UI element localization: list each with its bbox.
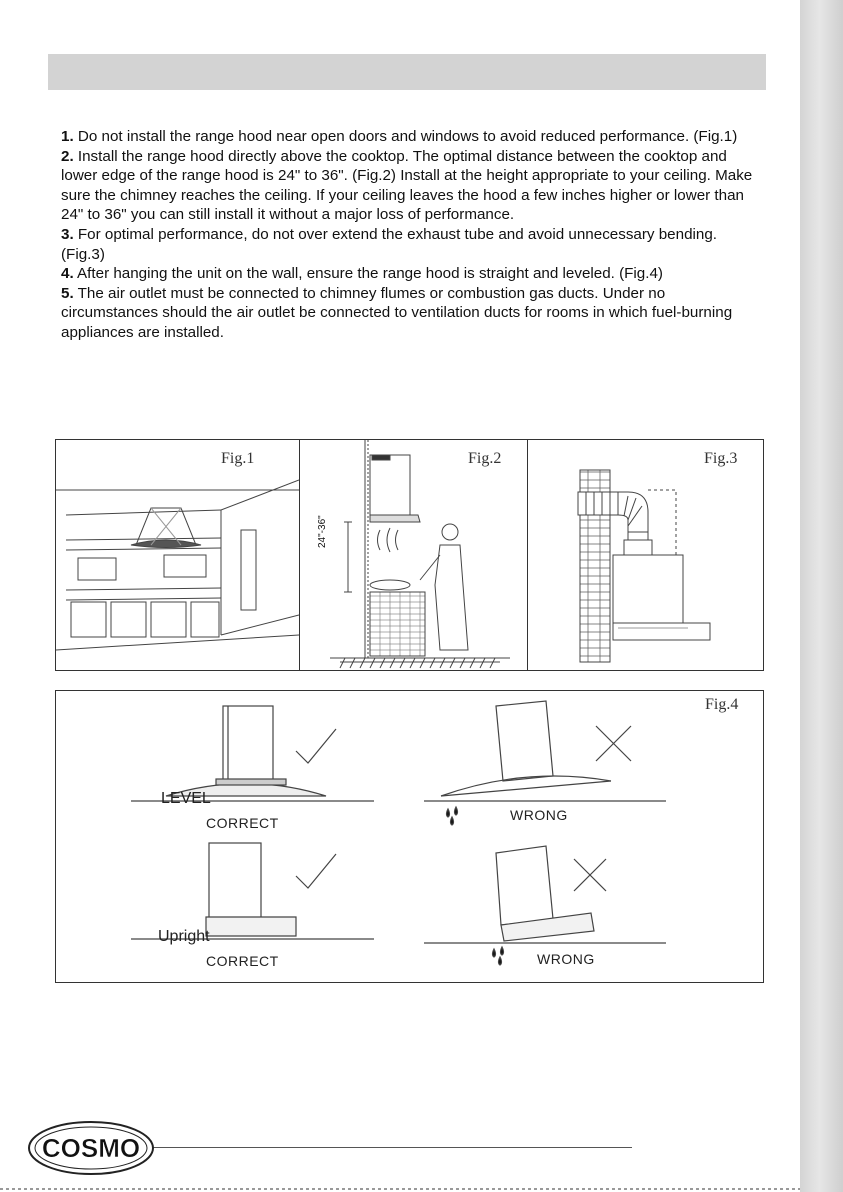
figure-3 <box>527 440 766 670</box>
wrong-caption: WRONG <box>537 951 595 967</box>
instruction-text: Install the range hood directly above the cooktop. The optimal distance between the cooktop and lower edge of the range hood is 24" to 36". (Fig.2) Install at the height appropriate to your ceiling. Make sure the chimney reaches the ceiling. If your ceiling leaves the hood a few inches higher or lower than 24" to 36" you can still install it without a major loss of performance. <box>61 147 753 224</box>
correct-caption: CORRECT <box>206 815 279 831</box>
instruction-5 <box>61 284 761 343</box>
cooktop-height-illustration <box>300 440 528 670</box>
wrong-caption: WRONG <box>510 807 568 823</box>
figure-2-label: Fig.2 <box>468 450 502 467</box>
level-label: LEVEL <box>161 790 211 807</box>
instruction-number: 2. <box>61 147 74 165</box>
instruction-2 <box>61 147 761 225</box>
instruction-text: The air outlet must be connected to chimney flumes or combustion gas ducts. Under no circumstances should the air outlet be connected to ventilation ducts for rooms in which fuel-burning appliances are installed. <box>61 284 733 341</box>
installation-instructions <box>61 127 761 343</box>
instruction-number: 1. <box>61 128 74 145</box>
instruction-text: Do not install the range hood near open doors and windows to avoid reduced performance. (Fig.1) <box>73 128 738 145</box>
logo-text: COSMO <box>41 1133 141 1163</box>
figure-2 <box>299 440 528 670</box>
exhaust-duct-illustration <box>528 440 766 670</box>
figure-1-label: Fig.1 <box>221 450 255 467</box>
instruction-number: 5. <box>61 284 74 302</box>
bottom-edge-dots <box>0 1188 800 1190</box>
figure-4 <box>55 690 764 983</box>
figure-4-label: Fig.4 <box>705 696 739 713</box>
cosmo-logo <box>27 1120 155 1176</box>
instruction-text: After hanging the unit on the wall, ensure the range hood is straight and leveled. (Fig.4) <box>73 265 663 283</box>
instruction-text: For optimal performance, do not over extend the exhaust tube and avoid unnecessary bending. (Fig.3) <box>61 225 718 263</box>
cosmo-logo-icon <box>27 1120 155 1176</box>
instruction-4 <box>61 264 761 284</box>
kitchen-illustration <box>56 440 299 670</box>
instruction-number: 4. <box>61 265 74 283</box>
section-header-bar <box>48 54 766 90</box>
instruction-1 <box>61 127 761 147</box>
instruction-3 <box>61 225 761 264</box>
figure-1 <box>56 440 299 670</box>
figure-row <box>55 439 764 671</box>
instruction-number: 3. <box>61 225 74 243</box>
height-dimension-label: 24"-36" <box>317 515 328 548</box>
figure-3-label: Fig.3 <box>704 450 738 467</box>
upright-label: Upright <box>158 928 210 945</box>
page-edge-strip <box>800 0 843 1192</box>
correct-caption: CORRECT <box>206 953 279 969</box>
footer-divider <box>152 1147 632 1148</box>
